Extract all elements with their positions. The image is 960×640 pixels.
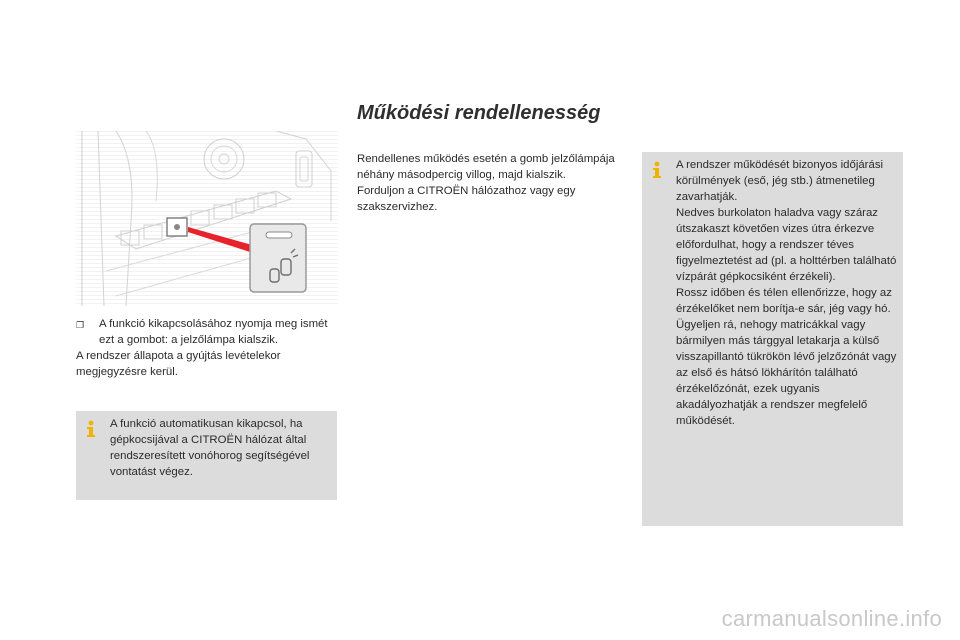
info-text: A funkció automatikusan kikapcsol, ha gépkocsijával a CITROËN hálózat által rendszeresített vonóhorog segítségével vontatást végez. [110, 418, 310, 478]
info-paragraph: Ügyeljen rá, nehogy matricákkal vagy bármilyen más tárggyal letakarja a külső visszapillantó tükrökön lévő jelzőzónát vagy az első és hátsó lökhárítón található érzékelőzónát, ezek ugyanis akadályozhatják a rendszer megfelelő működését. [676, 319, 897, 427]
info-paragraph: Nedves burkolaton haladva vagy száraz útszakaszt követően vizes útra érkezve előfordulhat, hogy a rendszer téves figyelmeztetést ad (pl. a holttérben található vízpárát gépkocsiként érzékeli). [676, 207, 897, 283]
checkbox-bullet-icon: ❐ [76, 320, 85, 330]
info-box-weather [642, 152, 903, 526]
bullet-item [76, 316, 338, 348]
bullet-text: A funkció kikapcsolásához nyomja meg ismét ezt a gombot: a jelzőlámpa kialszik. [99, 318, 328, 346]
malfunction-paragraph: Rendellenes működés esetén a gomb jelzőlámpája néhány másodpercig villog, majd kialszik. [357, 153, 615, 181]
status-paragraph: A rendszer állapota a gyújtás levételekor megjegyzésre kerül. [76, 350, 281, 378]
info-box-towing [76, 411, 337, 500]
info-icon [650, 161, 664, 179]
page-title: Működési rendellenesség [357, 102, 601, 124]
info-paragraph: Rossz időben és télen ellenőrizze, hogy az érzékelőket nem borítja-e sár, jég vagy hó. [676, 287, 892, 315]
watermark: carmanualsonline.info [721, 606, 942, 631]
middle-column [357, 151, 619, 215]
contact-paragraph: Forduljon a CITROËN hálózathoz vagy egy szakszervizhez. [357, 185, 576, 213]
dashboard-switch-illustration [76, 131, 338, 306]
info-paragraph: A rendszer működését bizonyos időjárási körülmények (eső, jég stb.) átmenetileg zavarhatják. [676, 159, 884, 203]
left-column [76, 316, 338, 380]
info-icon [84, 420, 98, 438]
info-text [676, 157, 897, 429]
